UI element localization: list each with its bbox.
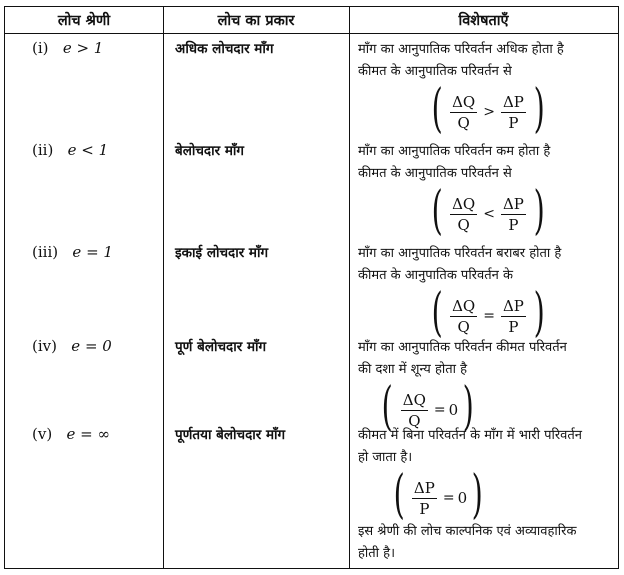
type-cell: इकाई लोचदार माँग (175, 245, 269, 261)
feature-line: माँग का आनुपातिक परिवर्तन बराबर होता है (358, 246, 562, 261)
type-cell: पूर्ण बेलोचदार माँग (175, 339, 267, 355)
row-number: (i) (32, 39, 49, 57)
table-header (5, 7, 618, 34)
header-features: विशेषताएँ (458, 13, 509, 29)
formula: ( $\frac{\Delta Q}{Q}$ = 0 ) (382, 377, 474, 437)
elasticity-condition: e = 1 (72, 243, 113, 261)
features-cell (349, 425, 618, 565)
feature-line: माँग का आनुपातिक परिवर्तन अधिक होता है (358, 42, 564, 57)
category-cell (5, 39, 163, 135)
feature-line: कीमत के आनुपातिक परिवर्तन से (358, 64, 512, 79)
feature-line: माँग का आनुपातिक परिवर्तन कम होता है (358, 144, 551, 159)
header-category: लोच श्रेणी (57, 13, 111, 29)
table-row (5, 243, 618, 343)
elasticity-condition: e = 0 (71, 337, 112, 355)
features-cell (349, 243, 618, 343)
row-number: (iv) (32, 337, 57, 355)
feature-line: कीमत में बिना परिवर्तन के माँग में भारी परिवर्तन (358, 428, 582, 443)
feature-line: हो जाता है। (358, 450, 413, 465)
feature-line: इस श्रेणी की लोच काल्पनिक एवं अव्यावहारिक (358, 524, 577, 539)
features-cell (349, 39, 618, 139)
row-number: (ii) (32, 141, 54, 159)
formula: ( $\frac{\Delta Q}{Q}$ = $\frac{\Delta P}{P}$ ) (431, 283, 545, 343)
elasticity-condition: e < 1 (67, 141, 109, 159)
row-number: (iii) (32, 243, 59, 261)
feature-line: माँग का आनुपातिक परिवर्तन कीमत परिवर्तन (358, 340, 567, 355)
type-cell: पूर्णतया बेलोचदार माँग (175, 427, 286, 443)
feature-line: होती है। (358, 546, 396, 561)
category-cell (5, 243, 163, 339)
feature-line: कीमत के आनुपातिक परिवर्तन से (358, 166, 512, 181)
type-cell: अधिक लोचदार माँग (175, 41, 274, 57)
formula: ( $\frac{\Delta Q}{Q}$ > $\frac{\Delta P}{P}$ ) (431, 79, 545, 139)
table-row (5, 425, 618, 565)
row-number: (v) (32, 425, 53, 443)
table-row (5, 141, 618, 241)
category-cell (5, 337, 163, 433)
feature-line: की दशा में शून्य होता है (358, 362, 468, 377)
elasticity-table (4, 6, 619, 569)
header-type: लोच का प्रकार (217, 13, 295, 29)
elasticity-condition: e = ∞ (66, 425, 110, 443)
table-row (5, 39, 618, 139)
formula: ( $\frac{\Delta P}{P}$ = 0 ) (393, 465, 483, 525)
formula: ( $\frac{\Delta Q}{Q}$ < $\frac{\Delta P}{P}$ ) (431, 181, 545, 241)
elasticity-condition: e > 1 (62, 39, 104, 57)
feature-line: कीमत के आनुपातिक परिवर्तन के (358, 268, 513, 283)
category-cell (5, 141, 163, 237)
type-cell: बेलोचदार माँग (175, 143, 244, 159)
category-cell (5, 425, 163, 565)
features-cell (349, 141, 618, 241)
